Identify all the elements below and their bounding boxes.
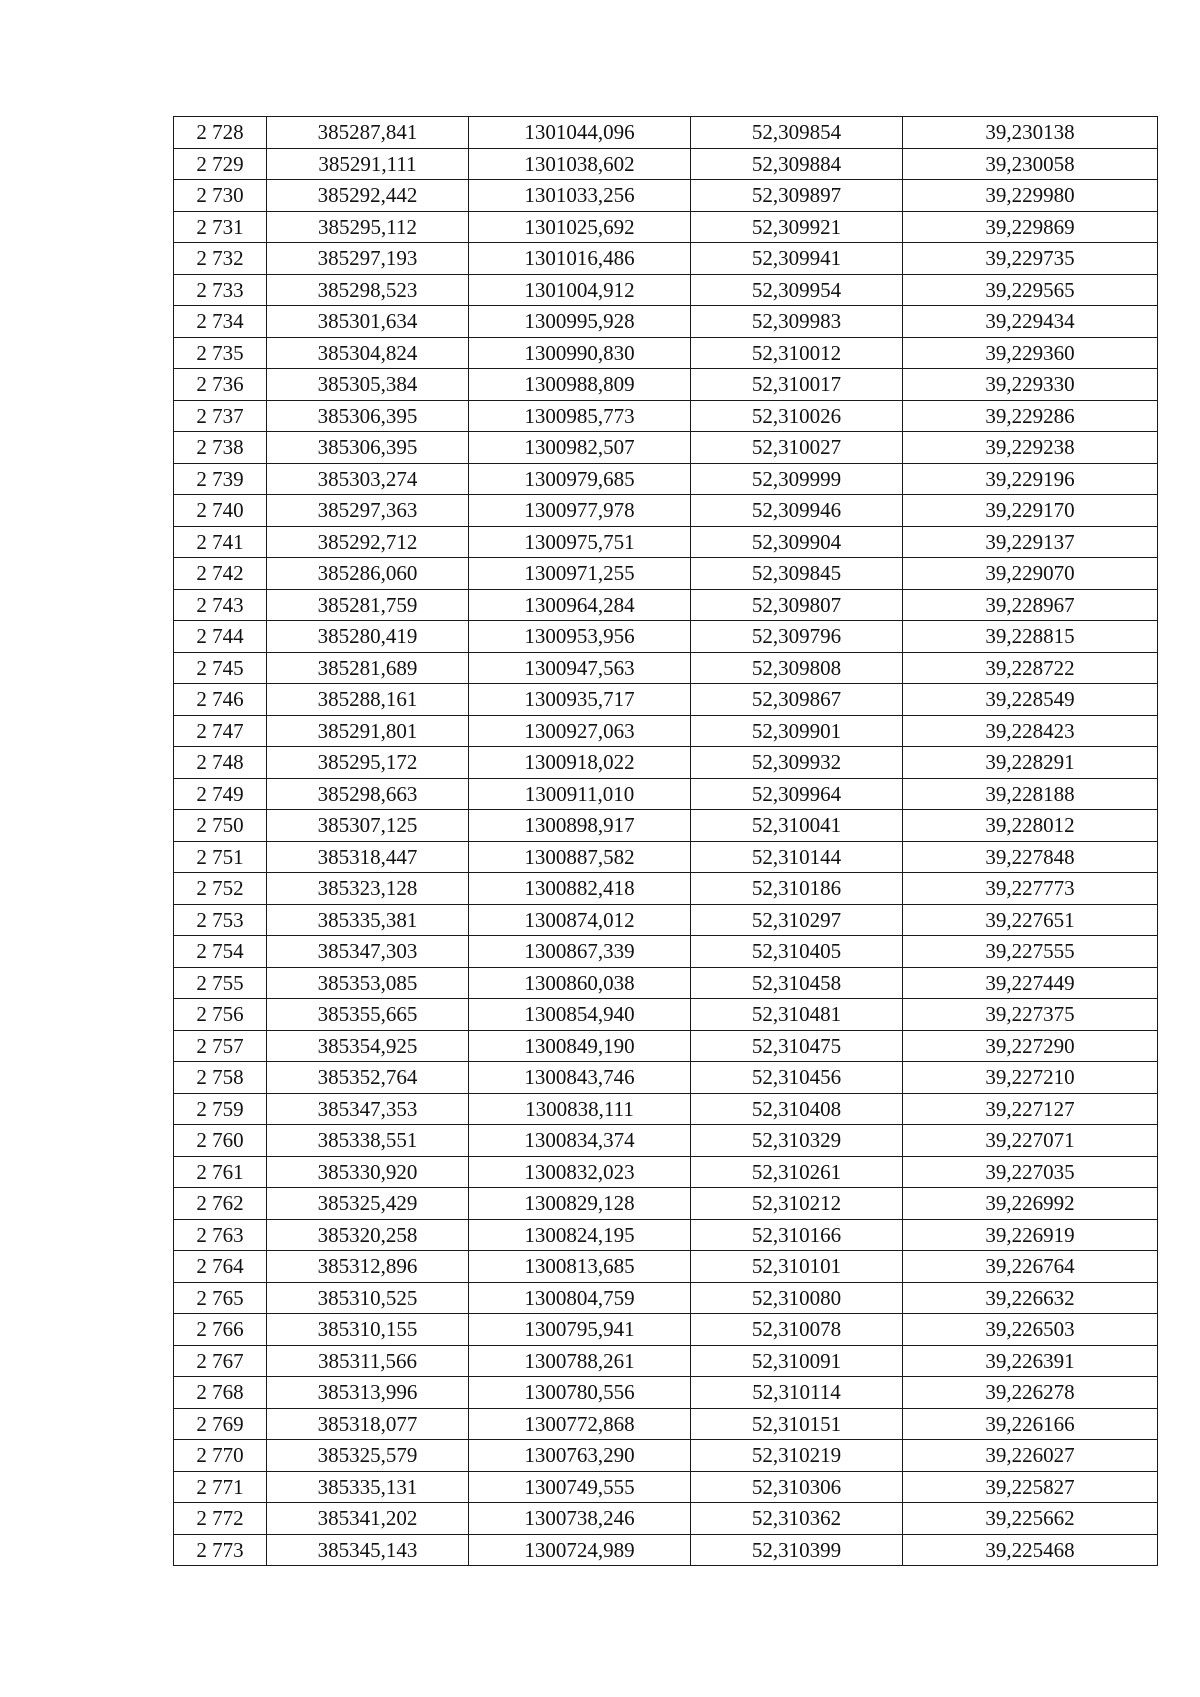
table-row (174, 1282, 1158, 1314)
point-number-cell: 2 754 (174, 936, 267, 968)
longitude-cell: 39,226764 (903, 1251, 1158, 1283)
y-coordinate-cell: 1300887,582 (469, 841, 691, 873)
point-number-cell: 2 756 (174, 999, 267, 1031)
x-coordinate-cell: 385352,764 (267, 1062, 469, 1094)
longitude-cell: 39,226632 (903, 1282, 1158, 1314)
x-coordinate-cell: 385306,395 (267, 400, 469, 432)
latitude-cell: 52,309964 (691, 778, 903, 810)
point-number-cell: 2 739 (174, 463, 267, 495)
longitude-cell: 39,229286 (903, 400, 1158, 432)
table-row (174, 243, 1158, 275)
latitude-cell: 52,310408 (691, 1093, 903, 1125)
point-number-cell: 2 748 (174, 747, 267, 779)
x-coordinate-cell: 385298,663 (267, 778, 469, 810)
y-coordinate-cell: 1301016,486 (469, 243, 691, 275)
latitude-cell: 52,310475 (691, 1030, 903, 1062)
table-row (174, 558, 1158, 590)
point-number-cell: 2 743 (174, 589, 267, 621)
y-coordinate-cell: 1300780,556 (469, 1377, 691, 1409)
x-coordinate-cell: 385281,759 (267, 589, 469, 621)
table-row (174, 936, 1158, 968)
longitude-cell: 39,228549 (903, 684, 1158, 716)
y-coordinate-cell: 1300977,978 (469, 495, 691, 527)
latitude-cell: 52,310078 (691, 1314, 903, 1346)
latitude-cell: 52,309954 (691, 274, 903, 306)
x-coordinate-cell: 385335,131 (267, 1471, 469, 1503)
table-row (174, 589, 1158, 621)
point-number-cell: 2 753 (174, 904, 267, 936)
longitude-cell: 39,226992 (903, 1188, 1158, 1220)
table-row (174, 1093, 1158, 1125)
table-row (174, 495, 1158, 527)
y-coordinate-cell: 1300829,128 (469, 1188, 691, 1220)
latitude-cell: 52,310026 (691, 400, 903, 432)
latitude-cell: 52,310405 (691, 936, 903, 968)
latitude-cell: 52,310080 (691, 1282, 903, 1314)
y-coordinate-cell: 1301044,096 (469, 117, 691, 149)
table-row (174, 1062, 1158, 1094)
longitude-cell: 39,229360 (903, 337, 1158, 369)
latitude-cell: 52,309854 (691, 117, 903, 149)
y-coordinate-cell: 1300772,868 (469, 1408, 691, 1440)
x-coordinate-cell: 385341,202 (267, 1503, 469, 1535)
longitude-cell: 39,227375 (903, 999, 1158, 1031)
latitude-cell: 52,309808 (691, 652, 903, 684)
point-number-cell: 2 769 (174, 1408, 267, 1440)
point-number-cell: 2 752 (174, 873, 267, 905)
latitude-cell: 52,310306 (691, 1471, 903, 1503)
point-number-cell: 2 749 (174, 778, 267, 810)
point-number-cell: 2 728 (174, 117, 267, 149)
y-coordinate-cell: 1300979,685 (469, 463, 691, 495)
point-number-cell: 2 736 (174, 369, 267, 401)
latitude-cell: 52,310261 (691, 1156, 903, 1188)
y-coordinate-cell: 1300795,941 (469, 1314, 691, 1346)
longitude-cell: 39,230138 (903, 117, 1158, 149)
point-number-cell: 2 729 (174, 148, 267, 180)
y-coordinate-cell: 1300860,038 (469, 967, 691, 999)
point-number-cell: 2 740 (174, 495, 267, 527)
point-number-cell: 2 767 (174, 1345, 267, 1377)
point-number-cell: 2 770 (174, 1440, 267, 1472)
coordinates-table-body (174, 117, 1158, 1566)
longitude-cell: 39,228815 (903, 621, 1158, 653)
longitude-cell: 39,229565 (903, 274, 1158, 306)
point-number-cell: 2 758 (174, 1062, 267, 1094)
latitude-cell: 52,309999 (691, 463, 903, 495)
longitude-cell: 39,227127 (903, 1093, 1158, 1125)
x-coordinate-cell: 385310,155 (267, 1314, 469, 1346)
x-coordinate-cell: 385292,712 (267, 526, 469, 558)
table-row (174, 778, 1158, 810)
latitude-cell: 52,310186 (691, 873, 903, 905)
table-row (174, 904, 1158, 936)
longitude-cell: 39,227449 (903, 967, 1158, 999)
x-coordinate-cell: 385318,077 (267, 1408, 469, 1440)
y-coordinate-cell: 1300788,261 (469, 1345, 691, 1377)
table-row (174, 684, 1158, 716)
x-coordinate-cell: 385298,523 (267, 274, 469, 306)
longitude-cell: 39,228967 (903, 589, 1158, 621)
x-coordinate-cell: 385291,111 (267, 148, 469, 180)
x-coordinate-cell: 385295,172 (267, 747, 469, 779)
point-number-cell: 2 732 (174, 243, 267, 275)
longitude-cell: 39,226278 (903, 1377, 1158, 1409)
table-row (174, 1219, 1158, 1251)
latitude-cell: 52,310144 (691, 841, 903, 873)
longitude-cell: 39,229070 (903, 558, 1158, 590)
point-number-cell: 2 763 (174, 1219, 267, 1251)
table-row (174, 180, 1158, 212)
longitude-cell: 39,229330 (903, 369, 1158, 401)
longitude-cell: 39,228291 (903, 747, 1158, 779)
point-number-cell: 2 773 (174, 1534, 267, 1566)
y-coordinate-cell: 1300867,339 (469, 936, 691, 968)
point-number-cell: 2 762 (174, 1188, 267, 1220)
longitude-cell: 39,227848 (903, 841, 1158, 873)
longitude-cell: 39,229980 (903, 180, 1158, 212)
x-coordinate-cell: 385313,996 (267, 1377, 469, 1409)
table-row (174, 652, 1158, 684)
latitude-cell: 52,309932 (691, 747, 903, 779)
latitude-cell: 52,309796 (691, 621, 903, 653)
point-number-cell: 2 735 (174, 337, 267, 369)
y-coordinate-cell: 1300804,759 (469, 1282, 691, 1314)
latitude-cell: 52,309983 (691, 306, 903, 338)
longitude-cell: 39,229869 (903, 211, 1158, 243)
y-coordinate-cell: 1300935,717 (469, 684, 691, 716)
x-coordinate-cell: 385288,161 (267, 684, 469, 716)
latitude-cell: 52,309897 (691, 180, 903, 212)
y-coordinate-cell: 1301004,912 (469, 274, 691, 306)
longitude-cell: 39,229434 (903, 306, 1158, 338)
x-coordinate-cell: 385286,060 (267, 558, 469, 590)
latitude-cell: 52,310114 (691, 1377, 903, 1409)
x-coordinate-cell: 385301,634 (267, 306, 469, 338)
point-number-cell: 2 745 (174, 652, 267, 684)
latitude-cell: 52,310219 (691, 1440, 903, 1472)
table-row (174, 1125, 1158, 1157)
table-row (174, 1030, 1158, 1062)
table-row (174, 526, 1158, 558)
longitude-cell: 39,229137 (903, 526, 1158, 558)
y-coordinate-cell: 1300749,555 (469, 1471, 691, 1503)
longitude-cell: 39,229238 (903, 432, 1158, 464)
longitude-cell: 39,225662 (903, 1503, 1158, 1535)
latitude-cell: 52,310101 (691, 1251, 903, 1283)
x-coordinate-cell: 385354,925 (267, 1030, 469, 1062)
y-coordinate-cell: 1300838,111 (469, 1093, 691, 1125)
longitude-cell: 39,226027 (903, 1440, 1158, 1472)
latitude-cell: 52,310362 (691, 1503, 903, 1535)
x-coordinate-cell: 385335,381 (267, 904, 469, 936)
y-coordinate-cell: 1300824,195 (469, 1219, 691, 1251)
point-number-cell: 2 766 (174, 1314, 267, 1346)
point-number-cell: 2 744 (174, 621, 267, 653)
y-coordinate-cell: 1301025,692 (469, 211, 691, 243)
y-coordinate-cell: 1300964,284 (469, 589, 691, 621)
x-coordinate-cell: 385318,447 (267, 841, 469, 873)
point-number-cell: 2 731 (174, 211, 267, 243)
latitude-cell: 52,309884 (691, 148, 903, 180)
point-number-cell: 2 737 (174, 400, 267, 432)
longitude-cell: 39,227773 (903, 873, 1158, 905)
latitude-cell: 52,309946 (691, 495, 903, 527)
longitude-cell: 39,228012 (903, 810, 1158, 842)
longitude-cell: 39,225827 (903, 1471, 1158, 1503)
table-row (174, 463, 1158, 495)
latitude-cell: 52,310091 (691, 1345, 903, 1377)
latitude-cell: 52,310458 (691, 967, 903, 999)
point-number-cell: 2 741 (174, 526, 267, 558)
longitude-cell: 39,227555 (903, 936, 1158, 968)
x-coordinate-cell: 385355,665 (267, 999, 469, 1031)
longitude-cell: 39,226503 (903, 1314, 1158, 1346)
point-number-cell: 2 730 (174, 180, 267, 212)
table-row (174, 621, 1158, 653)
y-coordinate-cell: 1300724,989 (469, 1534, 691, 1566)
table-row (174, 873, 1158, 905)
x-coordinate-cell: 385320,258 (267, 1219, 469, 1251)
table-row (174, 1408, 1158, 1440)
x-coordinate-cell: 385353,085 (267, 967, 469, 999)
latitude-cell: 52,310027 (691, 432, 903, 464)
y-coordinate-cell: 1300843,746 (469, 1062, 691, 1094)
latitude-cell: 52,310017 (691, 369, 903, 401)
table-row (174, 747, 1158, 779)
latitude-cell: 52,310041 (691, 810, 903, 842)
point-number-cell: 2 768 (174, 1377, 267, 1409)
table-row (174, 715, 1158, 747)
x-coordinate-cell: 385297,363 (267, 495, 469, 527)
x-coordinate-cell: 385325,579 (267, 1440, 469, 1472)
x-coordinate-cell: 385325,429 (267, 1188, 469, 1220)
x-coordinate-cell: 385345,143 (267, 1534, 469, 1566)
longitude-cell: 39,227290 (903, 1030, 1158, 1062)
latitude-cell: 52,309807 (691, 589, 903, 621)
y-coordinate-cell: 1300975,751 (469, 526, 691, 558)
table-row (174, 1345, 1158, 1377)
point-number-cell: 2 734 (174, 306, 267, 338)
latitude-cell: 52,310212 (691, 1188, 903, 1220)
x-coordinate-cell: 385312,896 (267, 1251, 469, 1283)
y-coordinate-cell: 1300918,022 (469, 747, 691, 779)
longitude-cell: 39,227210 (903, 1062, 1158, 1094)
point-number-cell: 2 771 (174, 1471, 267, 1503)
point-number-cell: 2 765 (174, 1282, 267, 1314)
x-coordinate-cell: 385323,128 (267, 873, 469, 905)
table-row (174, 999, 1158, 1031)
point-number-cell: 2 747 (174, 715, 267, 747)
point-number-cell: 2 761 (174, 1156, 267, 1188)
longitude-cell: 39,226919 (903, 1219, 1158, 1251)
longitude-cell: 39,230058 (903, 148, 1158, 180)
x-coordinate-cell: 385330,920 (267, 1156, 469, 1188)
longitude-cell: 39,225468 (903, 1534, 1158, 1566)
y-coordinate-cell: 1300832,023 (469, 1156, 691, 1188)
latitude-cell: 52,309921 (691, 211, 903, 243)
y-coordinate-cell: 1300874,012 (469, 904, 691, 936)
y-coordinate-cell: 1300953,956 (469, 621, 691, 653)
longitude-cell: 39,229196 (903, 463, 1158, 495)
x-coordinate-cell: 385306,395 (267, 432, 469, 464)
coordinates-table (173, 116, 1158, 1566)
y-coordinate-cell: 1300995,928 (469, 306, 691, 338)
point-number-cell: 2 738 (174, 432, 267, 464)
table-row (174, 148, 1158, 180)
longitude-cell: 39,226391 (903, 1345, 1158, 1377)
x-coordinate-cell: 385304,824 (267, 337, 469, 369)
latitude-cell: 52,309904 (691, 526, 903, 558)
longitude-cell: 39,228423 (903, 715, 1158, 747)
table-row (174, 810, 1158, 842)
y-coordinate-cell: 1300882,418 (469, 873, 691, 905)
x-coordinate-cell: 385347,303 (267, 936, 469, 968)
y-coordinate-cell: 1300911,010 (469, 778, 691, 810)
point-number-cell: 2 772 (174, 1503, 267, 1535)
latitude-cell: 52,309941 (691, 243, 903, 275)
latitude-cell: 52,310166 (691, 1219, 903, 1251)
latitude-cell: 52,310329 (691, 1125, 903, 1157)
x-coordinate-cell: 385280,419 (267, 621, 469, 653)
y-coordinate-cell: 1300927,063 (469, 715, 691, 747)
table-row (174, 1377, 1158, 1409)
y-coordinate-cell: 1300854,940 (469, 999, 691, 1031)
point-number-cell: 2 733 (174, 274, 267, 306)
table-row (174, 1471, 1158, 1503)
table-row (174, 1440, 1158, 1472)
longitude-cell: 39,228722 (903, 652, 1158, 684)
y-coordinate-cell: 1300971,255 (469, 558, 691, 590)
longitude-cell: 39,229170 (903, 495, 1158, 527)
x-coordinate-cell: 385303,274 (267, 463, 469, 495)
latitude-cell: 52,310456 (691, 1062, 903, 1094)
table-row (174, 841, 1158, 873)
x-coordinate-cell: 385305,384 (267, 369, 469, 401)
y-coordinate-cell: 1300985,773 (469, 400, 691, 432)
point-number-cell: 2 764 (174, 1251, 267, 1283)
point-number-cell: 2 759 (174, 1093, 267, 1125)
y-coordinate-cell: 1300990,830 (469, 337, 691, 369)
x-coordinate-cell: 385287,841 (267, 117, 469, 149)
point-number-cell: 2 760 (174, 1125, 267, 1157)
y-coordinate-cell: 1301038,602 (469, 148, 691, 180)
x-coordinate-cell: 385311,566 (267, 1345, 469, 1377)
x-coordinate-cell: 385307,125 (267, 810, 469, 842)
x-coordinate-cell: 385295,112 (267, 211, 469, 243)
longitude-cell: 39,227071 (903, 1125, 1158, 1157)
longitude-cell: 39,228188 (903, 778, 1158, 810)
point-number-cell: 2 742 (174, 558, 267, 590)
table-row (174, 117, 1158, 149)
y-coordinate-cell: 1301033,256 (469, 180, 691, 212)
table-row (174, 306, 1158, 338)
x-coordinate-cell: 385291,801 (267, 715, 469, 747)
point-number-cell: 2 755 (174, 967, 267, 999)
table-row (174, 967, 1158, 999)
point-number-cell: 2 751 (174, 841, 267, 873)
latitude-cell: 52,310012 (691, 337, 903, 369)
longitude-cell: 39,227035 (903, 1156, 1158, 1188)
y-coordinate-cell: 1300813,685 (469, 1251, 691, 1283)
point-number-cell: 2 757 (174, 1030, 267, 1062)
latitude-cell: 52,309845 (691, 558, 903, 590)
point-number-cell: 2 750 (174, 810, 267, 842)
table-row (174, 337, 1158, 369)
longitude-cell: 39,227651 (903, 904, 1158, 936)
table-row (174, 1534, 1158, 1566)
point-number-cell: 2 746 (174, 684, 267, 716)
latitude-cell: 52,310481 (691, 999, 903, 1031)
table-row (174, 1188, 1158, 1220)
latitude-cell: 52,310151 (691, 1408, 903, 1440)
y-coordinate-cell: 1300738,246 (469, 1503, 691, 1535)
x-coordinate-cell: 385292,442 (267, 180, 469, 212)
y-coordinate-cell: 1300947,563 (469, 652, 691, 684)
table-row (174, 369, 1158, 401)
table-row (174, 432, 1158, 464)
longitude-cell: 39,226166 (903, 1408, 1158, 1440)
y-coordinate-cell: 1300849,190 (469, 1030, 691, 1062)
y-coordinate-cell: 1300763,290 (469, 1440, 691, 1472)
y-coordinate-cell: 1300834,374 (469, 1125, 691, 1157)
y-coordinate-cell: 1300988,809 (469, 369, 691, 401)
x-coordinate-cell: 385338,551 (267, 1125, 469, 1157)
longitude-cell: 39,229735 (903, 243, 1158, 275)
table-row (174, 1156, 1158, 1188)
table-row (174, 1314, 1158, 1346)
x-coordinate-cell: 385347,353 (267, 1093, 469, 1125)
y-coordinate-cell: 1300898,917 (469, 810, 691, 842)
latitude-cell: 52,310399 (691, 1534, 903, 1566)
table-row (174, 274, 1158, 306)
latitude-cell: 52,309867 (691, 684, 903, 716)
latitude-cell: 52,309901 (691, 715, 903, 747)
table-row (174, 211, 1158, 243)
table-row (174, 1503, 1158, 1535)
latitude-cell: 52,310297 (691, 904, 903, 936)
x-coordinate-cell: 385281,689 (267, 652, 469, 684)
x-coordinate-cell: 385297,193 (267, 243, 469, 275)
y-coordinate-cell: 1300982,507 (469, 432, 691, 464)
table-row (174, 400, 1158, 432)
table-row (174, 1251, 1158, 1283)
x-coordinate-cell: 385310,525 (267, 1282, 469, 1314)
